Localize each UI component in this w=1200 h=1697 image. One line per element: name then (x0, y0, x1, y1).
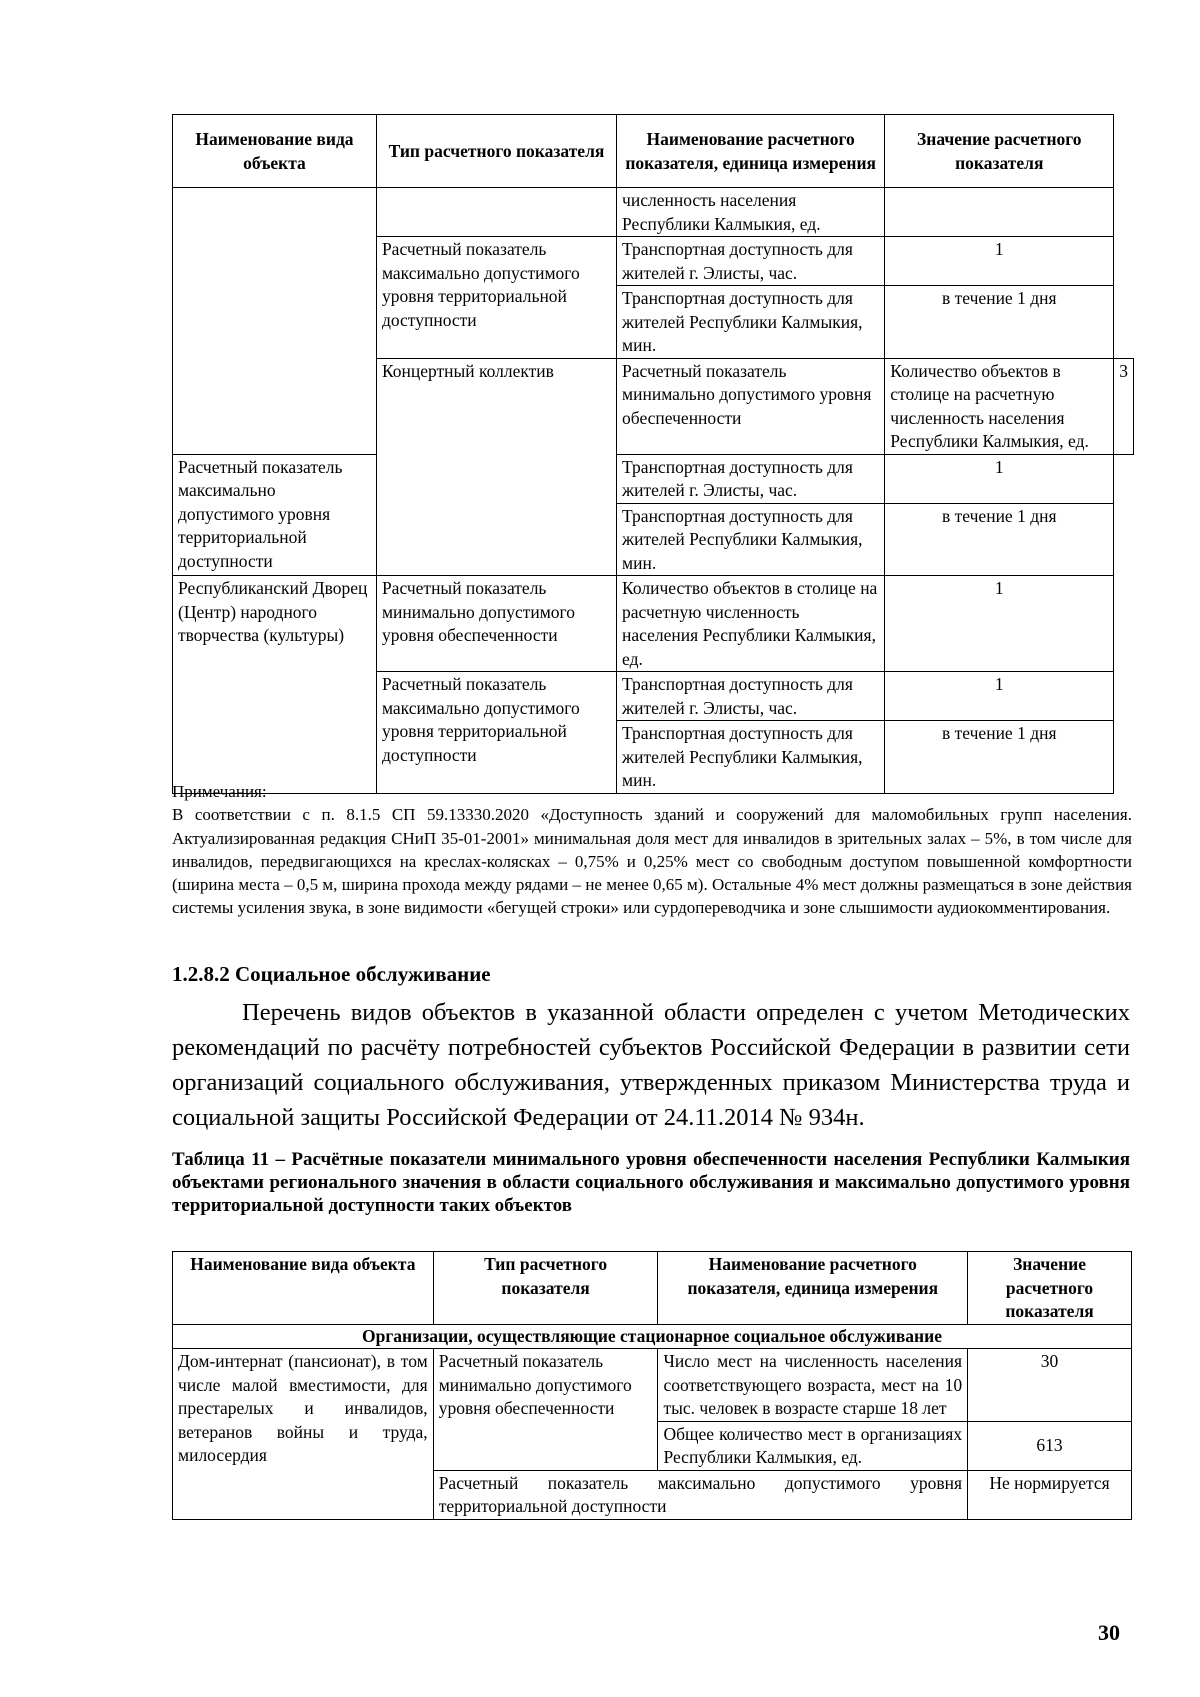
indicator-value-cell: 1 (885, 454, 1114, 503)
indicator-name-cell: Транспортная доступность для жителей г. Элисты, час. (617, 454, 885, 503)
notes-label: Примечания: (172, 782, 267, 801)
indicator-type-cell: Расчетный показатель минимально допустимого уровня обеспеченности (376, 576, 616, 672)
indicator-name-cell: Транспортная доступность для жителей Республики Калмыкия, мин. (617, 286, 885, 359)
notes-text: В соответствии с п. 8.1.5 СП 59.13330.2020 «Доступность зданий и сооружений для маломобильных групп населения. Актуализированная редакция СНиП 35-01-2001» минимальная доля мест для инвалидов в зрительных залах – 5%, в том числе для инвалидов, передвигающихся на креслах-колясках – 0,75% и 0,25% мест со свободным доступом повышенной комфортности (ширина места – 0,5 м, ширина прохода между рядами – не менее 0,65 м). Остальные 4% мест должны размещаться в зоне действия системы усиления звука, в зоне видимости «бегущей строки» или сурдопереводчика и зоне слышимости аудиокомментирования. (172, 805, 1132, 918)
table-row (173, 1349, 1132, 1422)
indicator-type-cell: Расчетный показатель минимально допустимого уровня обеспеченности (433, 1349, 658, 1471)
table-caption: Таблица 11 – Расчётные показатели минимального уровня обеспеченности населения Республики Калмыкия объектами регионального значения в области социального обслуживания и максимально допустимого уровня территориальной доступности таких объектов (172, 1149, 1130, 1216)
indicator-name-cell: численность населения Республики Калмыкия, ед. (617, 188, 885, 237)
indicator-value-cell: 1 (885, 576, 1114, 672)
header-indicator-value: Значение расчетного показателя (968, 1252, 1132, 1325)
indicator-value-cell: 1 (885, 672, 1114, 721)
indicator-name-cell: Транспортная доступность для жителей Республики Калмыкия, мин. (617, 721, 885, 794)
notes-block (172, 780, 1132, 920)
table-row (173, 576, 1134, 672)
indicator-value-cell: в течение 1 дня (885, 503, 1114, 576)
indicator-type-cell: Расчетный показатель минимально допустимого уровня обеспеченности (617, 358, 885, 454)
indicator-name-cell: Транспортная доступность для жителей г. Элисты, час. (617, 672, 885, 721)
indicator-type-cell: Расчетный показатель максимально допустимого уровня территориальной доступности (173, 454, 377, 576)
indicator-name-cell: Число мест на численность населения соответствующего возраста, мест на 10 тыс. человек в возрасте старше 18 лет (658, 1349, 968, 1422)
indicator-name-cell: Транспортная доступность для жителей г. Элисты, час. (617, 237, 885, 286)
header-indicator-type: Тип расчетного показателя (433, 1252, 658, 1325)
header-indicator-type: Тип расчетного показателя (376, 115, 616, 188)
indicator-type-cell: Расчетный показатель максимально допустимого уровня территориальной доступности (376, 672, 616, 794)
indicator-type-cell: Расчетный показатель максимально допустимого уровня территориальной доступности (376, 237, 616, 359)
object-name-cell: Концертный коллектив (376, 358, 616, 576)
page-number: 30 (1098, 1620, 1120, 1645)
indicator-value-cell: Не нормируется (968, 1470, 1132, 1519)
indicator-value-cell (885, 188, 1114, 237)
table-section-row (173, 1324, 1132, 1349)
header-object-name: Наименование вида объекта (173, 1252, 434, 1325)
indicator-name-cell: Транспортная доступность для жителей Республики Калмыкия, мин. (617, 503, 885, 576)
header-indicator-name: Наименование расчетного показателя, единица измерения (658, 1252, 968, 1325)
table-header-row (173, 1252, 1132, 1325)
table-row (173, 188, 1134, 237)
section-paragraph: Перечень видов объектов в указанной области определен с учетом Методических рекомендаций по расчёту потребностей субъектов Российской Федерации в развитии сети организаций социального обслуживания, утвержденных приказом Министерства труда и социальной защиты Российской Федерации от 24.11.2014 № 934н. (172, 999, 1130, 1131)
indicator-value-cell: 613 (968, 1421, 1132, 1470)
indicator-value-cell: в течение 1 дня (885, 286, 1114, 359)
section-heading: 1.2.8.2 Социальное обслуживание (172, 962, 491, 986)
header-object-name: Наименование вида объекта (173, 115, 377, 188)
indicator-value-cell: 30 (968, 1349, 1132, 1422)
social-services-table (172, 1251, 1132, 1520)
object-name-cell (173, 188, 377, 455)
indicator-name-cell: Общее количество мест в организациях Республики Калмыкия, ед. (658, 1421, 968, 1470)
table-header-row (173, 115, 1134, 188)
object-name-cell: Республиканский Дворец (Центр) народного творчества (культуры) (173, 576, 377, 794)
indicator-type-cell (376, 188, 616, 237)
section-row-label: Организации, осуществляющие стационарное социальное обслуживание (173, 1324, 1132, 1349)
indicator-value-cell: 1 (885, 237, 1114, 286)
header-indicator-name: Наименование расчетного показателя, единица измерения (617, 115, 885, 188)
header-indicator-value: Значение расчетного показателя (885, 115, 1114, 188)
indicator-name-cell: Количество объектов в столице на расчетную численность населения Республики Калмыкия, ед. (885, 358, 1114, 454)
indicator-value-cell: в течение 1 дня (885, 721, 1114, 794)
indicator-name-cell: Количество объектов в столице на расчетную численность населения Республики Калмыкия, ед. (617, 576, 885, 672)
table-row (173, 454, 1134, 503)
culture-indicators-table (172, 114, 1134, 794)
object-name-cell: Дом-интернат (пансионат), в том числе малой вместимости, для престарелых и инвалидов, ветеранов войны и труда, милосердия (173, 1349, 434, 1520)
indicator-value-cell: 3 (1114, 358, 1134, 454)
indicator-type-cell: Расчетный показатель максимально допустимого уровня территориальной доступности (433, 1470, 967, 1519)
